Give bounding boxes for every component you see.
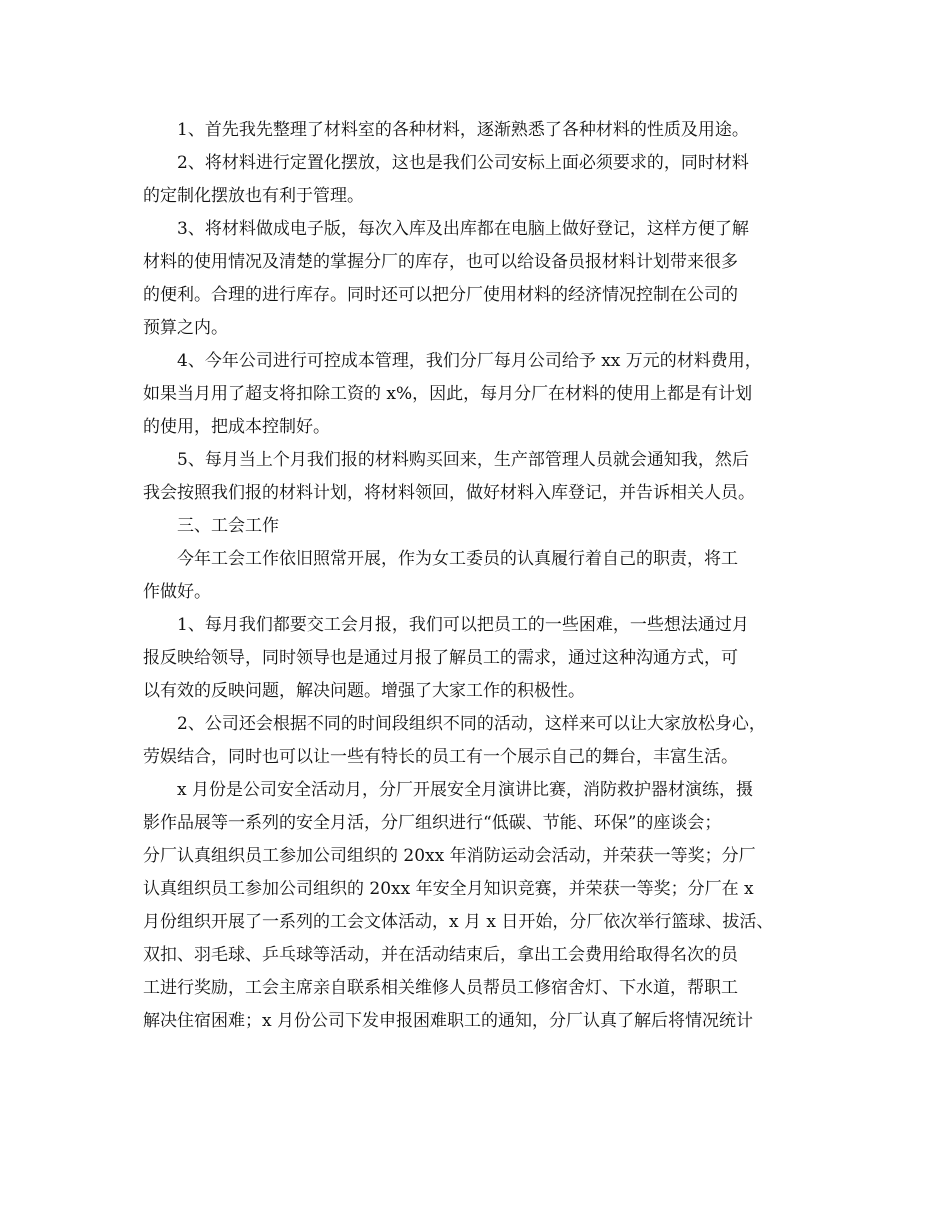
text-line: 2、公司还会根据不同的时间段组织不同的活动，这样来可以让大家放松身心， (177, 714, 766, 734)
text-line: 劳娱结合，同时也可以让一些有特长的员工有一个展示自己的舞台，丰富生活。 (143, 747, 738, 767)
text-line: 的定制化摆放也有利于管理。 (143, 186, 364, 206)
paragraph-4 (143, 345, 807, 444)
section-heading: 三、工会工作 (177, 516, 279, 536)
text-line: 解决住宿困难；x 月份公司下发申报困难职工的通知，分厂认真了解后将情况统计 (143, 1011, 753, 1031)
text-line: 2、将材料进行定置化摆放，这也是我们公司安标上面必须要求的，同时材料 (177, 153, 749, 173)
document-body (143, 114, 807, 1038)
paragraph-10 (143, 774, 807, 1038)
text-line: 3、将材料做成电子版，每次入库及出库都在电脑上做好登记，这样方便了解 (177, 219, 749, 239)
section-heading-union-work (143, 510, 807, 543)
text-line: 工进行奖励，工会主席亲自联系相关维修人员帮员工修宿舍灯、下水道，帮职工 (143, 978, 738, 998)
text-line: 双扣、羽毛球、乒乓球等活动，并在活动结束后，拿出工会费用给取得名次的员 (143, 945, 738, 965)
text-line: 认真组织员工参加公司组织的 20xx 年安全月知识竞赛，并荣获一等奖；分厂在 x (143, 879, 754, 899)
text-line: 5、每月当上个月我们报的材料购买回来，生产部管理人员就会通知我，然后 (177, 450, 749, 470)
paragraph-7 (143, 543, 807, 609)
paragraph-1 (143, 114, 807, 147)
text-line: 1、首先我先整理了材料室的各种材料，逐渐熟悉了各种材料的性质及用途。 (177, 120, 749, 140)
text-line: 材料的使用情况及清楚的掌握分厂的库存，也可以给设备员报材料计划带来很多 (143, 252, 738, 272)
text-line: 的使用，把成本控制好。 (143, 417, 330, 437)
text-line: 我会按照我们报的材料计划，将材料领回，做好材料入库登记，并告诉相关人员。 (143, 483, 755, 503)
text-line: 1、每月我们都要交工会月报，我们可以把员工的一些困难，一些想法通过月 (177, 615, 749, 635)
text-line: 报反映给领导，同时领导也是通过月报了解员工的需求，通过这种沟通方式，可 (143, 648, 738, 668)
text-line: 月份组织开展了一系列的工会文体活动，x 月 x 日开始，分厂依次举行篮球、拔活、 (143, 912, 774, 932)
text-line: 4、今年公司进行可控成本管理，我们分厂每月公司给予 xx 万元的材料费用， (177, 351, 762, 371)
text-line: 作做好。 (143, 582, 211, 602)
paragraph-8 (143, 609, 807, 708)
paragraph-2 (143, 147, 807, 213)
text-line: 今年工会工作依旧照常开展，作为女工委员的认真履行着自己的职责，将工 (177, 549, 738, 569)
text-line: 如果当月用了超支将扣除工资的 x%，因此，每月分厂在材料的使用上都是有计划 (143, 384, 753, 404)
paragraph-5 (143, 444, 807, 510)
text-line: 影作品展等一系列的安全月活，分厂组织进行“低碳、节能、环保”的座谈会； (143, 813, 722, 833)
paragraph-3 (143, 213, 807, 345)
paragraph-9 (143, 708, 807, 774)
text-line: 预算之内。 (143, 318, 228, 338)
text-line: 分厂认真组织员工参加公司组织的 20xx 年消防运动会活动，并荣获一等奖；分厂 (143, 846, 756, 866)
text-line: 以有效的反映问题，解决问题。增强了大家工作的积极性。 (143, 681, 585, 701)
text-line: x 月份是公司安全活动月，分厂开展安全月演讲比赛，消防救护器材演练，摄 (177, 780, 753, 800)
text-line: 的便利。合理的进行库存。同时还可以把分厂使用材料的经济情况控制在公司的 (143, 285, 738, 305)
